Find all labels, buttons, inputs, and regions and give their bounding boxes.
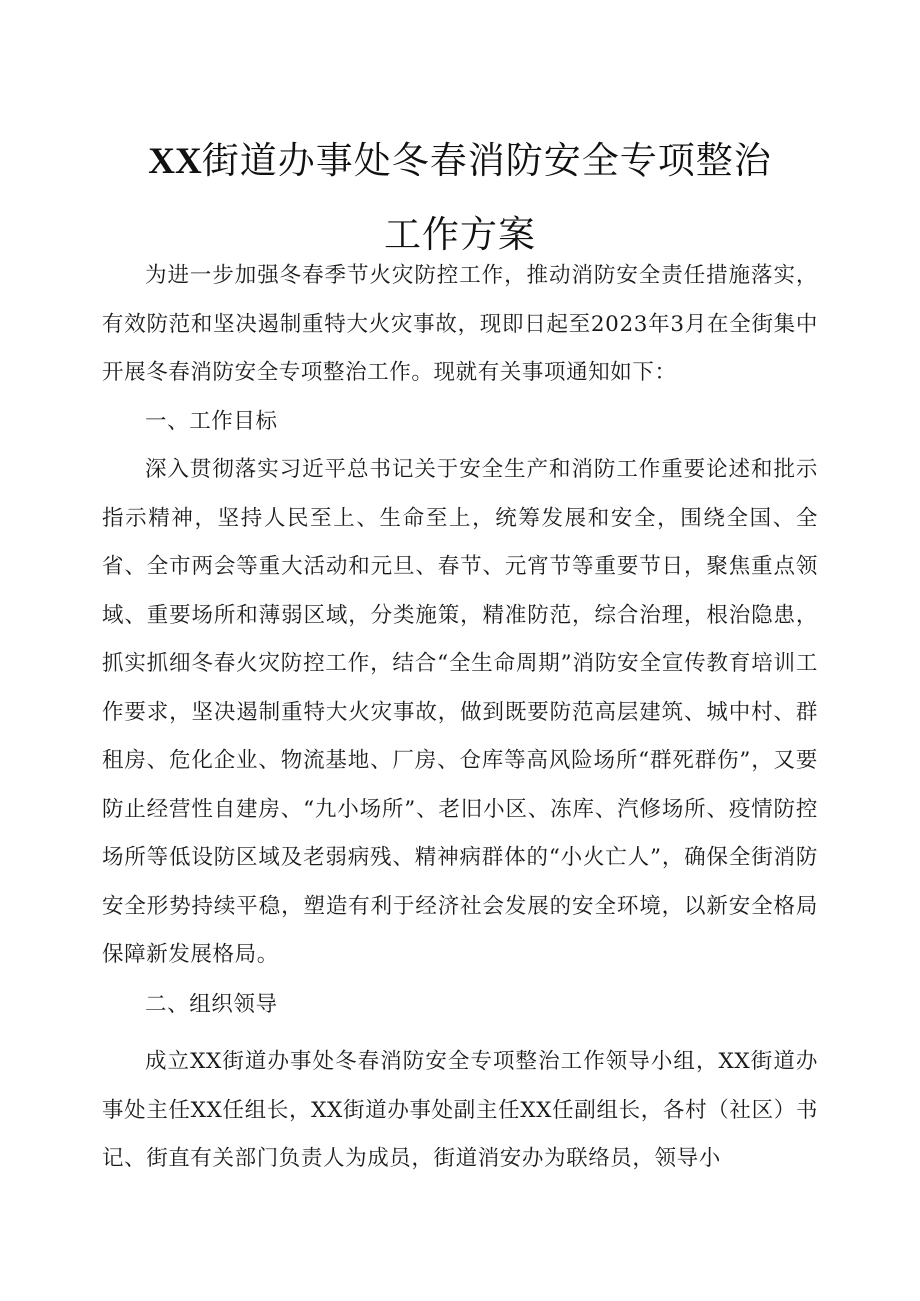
section-1-paragraph: 深入贯彻落实习近平总书记关于安全生产和消防工作重要论述和批示指示精神，坚持人民至上、生命至上，统筹发展和安全，围绕全国、全省、全市两会等重大活动和元旦、春节、元宵节等重要节日，聚焦重点领域、重要场所和薄弱区域，分类施策，精准防范，综合治理，根治隐患，抓实抓细冬春火灾防控工作，结合“全生命周期”消防安全宣传教育培训工作要求，坚决遏制重特大火灾事故，做到既要防范高层建筑、城中村、群租房、危化企业、物流基地、厂房、仓库等高风险场所“群死群伤”，又要防止经营性自建房、“九小场所”、老旧小区、冻库、汽修场所、疫情防控场所等低设防区域及老弱病残、精神病群体的“小火亡人”，确保全街消防安全形势持续平稳，塑造有利于经济社会发展的安全环境，以新安全格局保障新发展格局。 bbox=[102, 457, 818, 967]
section-1-heading-wrap bbox=[102, 398, 818, 447]
section-2-heading: 二、组织领导 bbox=[145, 992, 278, 1017]
title-prefix: XX bbox=[148, 141, 202, 182]
section-1-heading: 一、工作目标 bbox=[145, 409, 278, 434]
section-2-body-wrap bbox=[102, 1038, 818, 1184]
intro-section bbox=[102, 252, 818, 398]
section-2-paragraph: 成立XX街道办事处冬春消防安全专项整治工作领导小组，XX街道办事处主任XX任组长，XX街道办事处副主任XX任副组长，各村（社区）书记、街直有关部门负责人为成员，街道消安办为联络员，领导小 bbox=[102, 1049, 818, 1171]
document-title-line-2: 工作方案 bbox=[384, 213, 536, 256]
title-line-1-text: 街道办事处冬春消防安全专项整治 bbox=[201, 139, 772, 182]
document-title-line-1 bbox=[0, 130, 920, 184]
section-1-body-wrap bbox=[102, 446, 818, 980]
intro-paragraph: 为进一步加强冬春季节火灾防控工作，推动消防安全责任措施落实，有效防范和坚决遏制重特大火灾事故，现即日起至2023年3月在全街集中开展冬春消防安全专项整治工作。现就有关事项通知如下： bbox=[102, 263, 818, 385]
section-2-heading-wrap bbox=[102, 981, 818, 1030]
